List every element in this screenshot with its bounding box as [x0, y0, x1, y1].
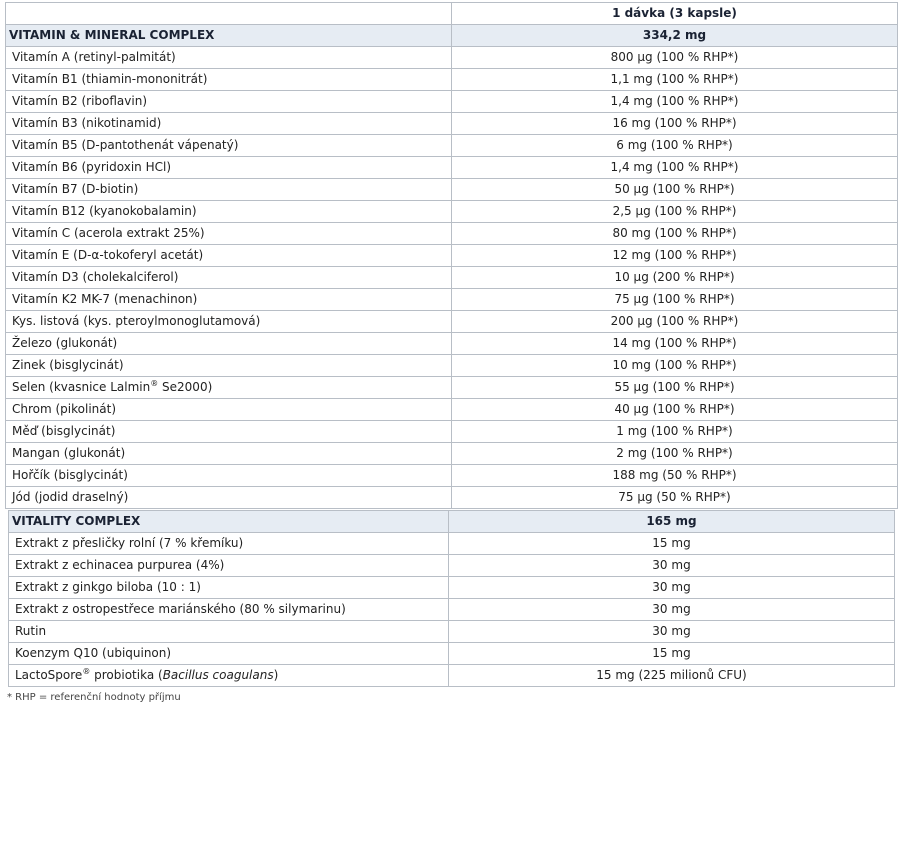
ingredient-name: Koenzym Q10 (ubiquinon): [9, 643, 449, 665]
dose-header: 1 dávka (3 kapsle): [452, 3, 898, 25]
ingredient-value: 10 µg (200 % RHP*): [452, 267, 898, 289]
vitamin-complex-title: VITAMIN & MINERAL COMPLEX: [6, 25, 452, 47]
ingredient-value: 10 mg (100 % RHP*): [452, 355, 898, 377]
table-row: [6, 113, 898, 135]
ingredient-value: 1,4 mg (100 % RHP*): [452, 91, 898, 113]
table-row: [6, 135, 898, 157]
table-row: [6, 311, 898, 333]
ingredient-name: Zinek (bisglycinát): [6, 355, 452, 377]
ingredient-name: Vitamín B1 (thiamin-mononitrát): [6, 69, 452, 91]
ingredient-value: 1 mg (100 % RHP*): [452, 421, 898, 443]
table-row: [6, 91, 898, 113]
vitamin-complex-header: [6, 25, 898, 47]
ingredient-name: Hořčík (bisglycinát): [6, 465, 452, 487]
ingredient-value: 30 mg: [449, 577, 895, 599]
ingredient-name: Mangan (glukonát): [6, 443, 452, 465]
vitamin-mineral-table: [5, 2, 898, 509]
table-row: [6, 487, 898, 509]
ingredient-value: 1,4 mg (100 % RHP*): [452, 157, 898, 179]
table-row: [6, 267, 898, 289]
ingredient-name: Rutin: [9, 621, 449, 643]
ingredient-name-part: LactoSpore: [15, 668, 83, 682]
vitality-complex-table: [8, 510, 895, 687]
ingredient-name: Chrom (pikolinát): [6, 399, 452, 421]
ingredient-name: Kys. listová (kys. pteroylmonoglutamová): [6, 311, 452, 333]
table-row: [6, 333, 898, 355]
table-row: [9, 533, 895, 555]
table-row: [6, 69, 898, 91]
ingredient-name-part: Selen (kvasnice Lalmin: [12, 380, 151, 394]
ingredient-value: 188 mg (50 % RHP*): [452, 465, 898, 487]
ingredient-value: 14 mg (100 % RHP*): [452, 333, 898, 355]
vitamin-complex-total: 334,2 mg: [452, 25, 898, 47]
ingredient-value: 30 mg: [449, 621, 895, 643]
dose-header-label: [6, 3, 452, 25]
ingredient-value: 30 mg: [449, 599, 895, 621]
ingredient-value: 15 mg: [449, 533, 895, 555]
table-row: [6, 157, 898, 179]
ingredient-name-part: Se2000): [158, 380, 213, 394]
registered-mark: ®: [82, 667, 91, 676]
ingredient-value: 80 mg (100 % RHP*): [452, 223, 898, 245]
table-row: [6, 223, 898, 245]
ingredient-value: 50 µg (100 % RHP*): [452, 179, 898, 201]
table-row: [6, 47, 898, 69]
ingredient-name: Železo (glukonát): [6, 333, 452, 355]
table-row: [6, 377, 898, 399]
ingredient-name: Vitamín B5 (D-pantothenát vápenatý): [6, 135, 452, 157]
table-row: [6, 399, 898, 421]
ingredient-name: Vitamín B2 (riboflavin): [6, 91, 452, 113]
ingredient-name: Vitamín B3 (nikotinamid): [6, 113, 452, 135]
ingredient-name: Vitamín B6 (pyridoxin HCl): [6, 157, 452, 179]
ingredient-name: Vitamín B12 (kyanokobalamin): [6, 201, 452, 223]
ingredient-value: 12 mg (100 % RHP*): [452, 245, 898, 267]
ingredient-value: 55 µg (100 % RHP*): [452, 377, 898, 399]
vitality-complex-title: VITALITY COMPLEX: [9, 511, 449, 533]
ingredient-name: Extrakt z přesličky rolní (7 % křemíku): [9, 533, 449, 555]
ingredient-name: Vitamín B7 (D-biotin): [6, 179, 452, 201]
ingredient-name: Extrakt z ginkgo biloba (10 : 1): [9, 577, 449, 599]
ingredient-value: 800 µg (100 % RHP*): [452, 47, 898, 69]
ingredient-value: 75 µg (100 % RHP*): [452, 289, 898, 311]
ingredient-value: 16 mg (100 % RHP*): [452, 113, 898, 135]
table-row: [6, 421, 898, 443]
footnote: * RHP = referenční hodnoty příjmu: [7, 692, 181, 703]
ingredient-value: 1,1 mg (100 % RHP*): [452, 69, 898, 91]
table-row: [6, 245, 898, 267]
ingredient-value: 2,5 µg (100 % RHP*): [452, 201, 898, 223]
dose-header-row: [6, 3, 898, 25]
table-row: [6, 355, 898, 377]
ingredient-name: [6, 377, 452, 399]
ingredient-value: 30 mg: [449, 555, 895, 577]
registered-mark: ®: [150, 379, 159, 388]
table-row: [6, 443, 898, 465]
ingredient-value: 75 µg (50 % RHP*): [452, 487, 898, 509]
ingredient-value: 40 µg (100 % RHP*): [452, 399, 898, 421]
vitality-complex-header: [9, 511, 895, 533]
ingredient-value: 200 µg (100 % RHP*): [452, 311, 898, 333]
vitality-complex-total: 165 mg: [449, 511, 895, 533]
ingredient-value: 6 mg (100 % RHP*): [452, 135, 898, 157]
table-row: [9, 555, 895, 577]
ingredient-name: Extrakt z ostropestřece mariánského (80 % silymarinu): [9, 599, 449, 621]
table-row: [9, 621, 895, 643]
ingredient-name: Vitamín C (acerola extrakt 25%): [6, 223, 452, 245]
table-row: [9, 665, 895, 687]
ingredient-value: 15 mg: [449, 643, 895, 665]
ingredient-name: Vitamín K2 MK-7 (menachinon): [6, 289, 452, 311]
ingredient-name: Extrakt z echinacea purpurea (4%): [9, 555, 449, 577]
table-row: [9, 577, 895, 599]
table-row: [6, 465, 898, 487]
ingredient-value: 15 mg (225 milionů CFU): [449, 665, 895, 687]
ingredient-name: Měď (bisglycinát): [6, 421, 452, 443]
ingredient-name: Vitamín E (D-α-tokoferyl acetát): [6, 245, 452, 267]
ingredient-name: Vitamín D3 (cholekalciferol): [6, 267, 452, 289]
ingredient-name-part: probiotika (: [90, 668, 163, 682]
table-row: [6, 179, 898, 201]
table-row: [6, 289, 898, 311]
ingredient-name-part: ): [273, 668, 279, 682]
table-row: [9, 599, 895, 621]
ingredient-value: 2 mg (100 % RHP*): [452, 443, 898, 465]
table-row: [6, 201, 898, 223]
ingredient-name: Vitamín A (retinyl-palmitát): [6, 47, 452, 69]
ingredient-name-italic: Bacillus coagulans: [162, 668, 274, 682]
ingredient-name: [9, 665, 449, 687]
ingredient-name: Jód (jodid draselný): [6, 487, 452, 509]
table-row: [9, 643, 895, 665]
